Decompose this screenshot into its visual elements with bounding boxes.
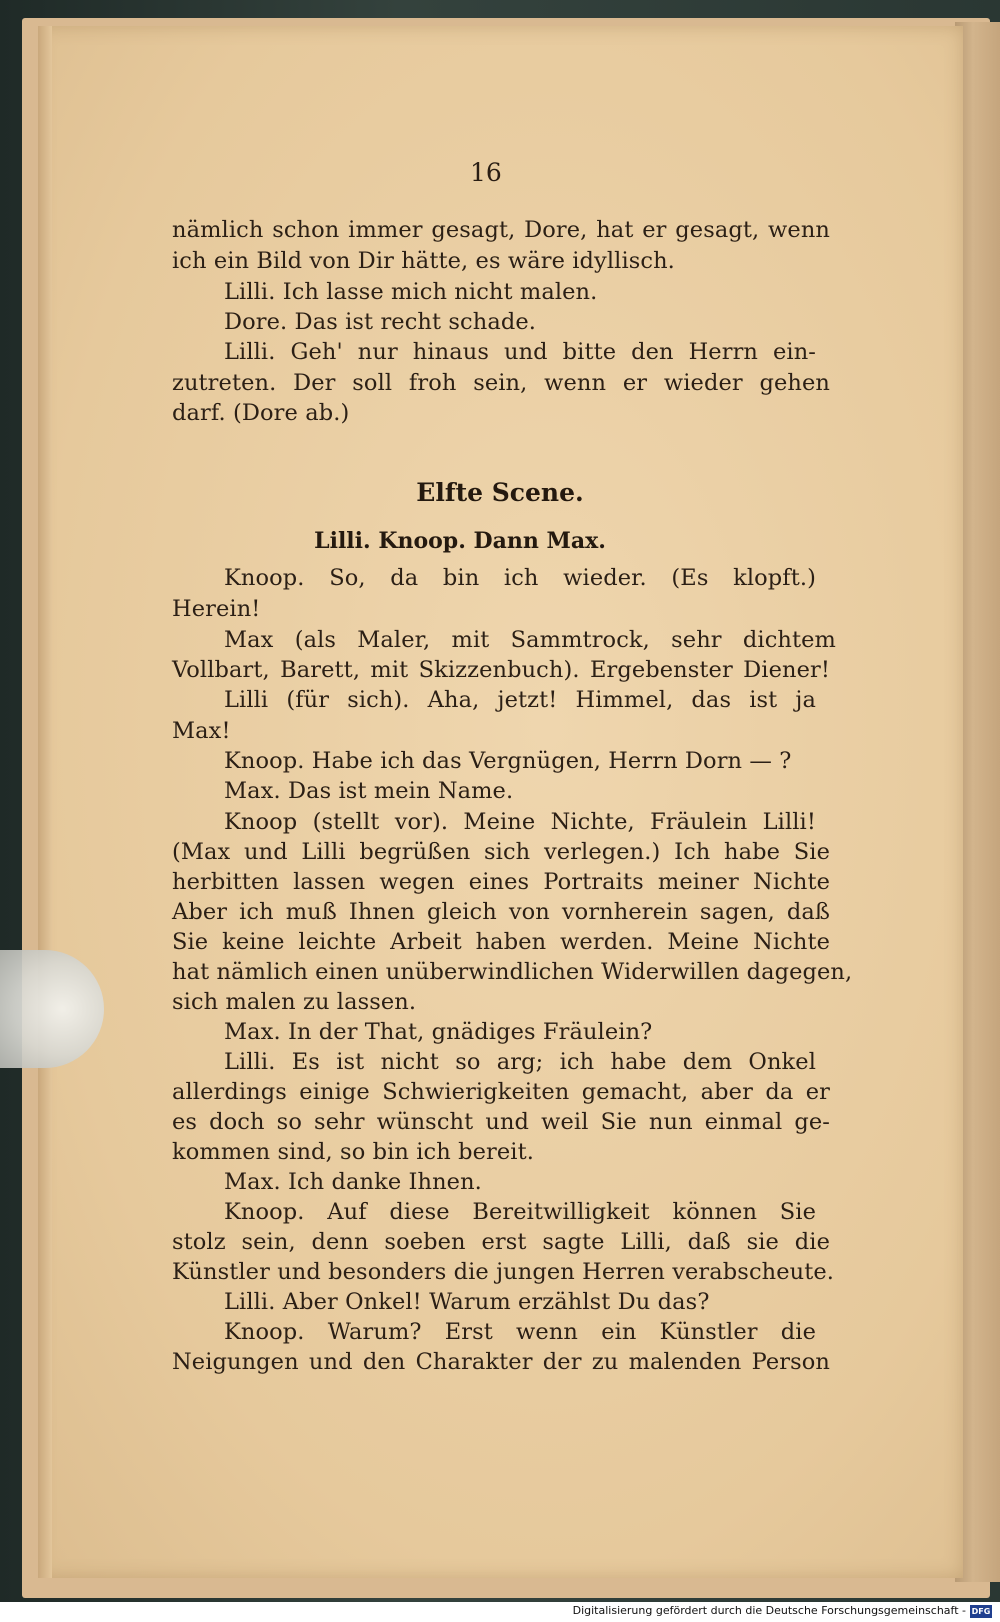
text-line: ich ein Bild von Dir hätte, es wäre idyllisch.	[172, 248, 675, 274]
text-line: Max. In der That, gnädiges Fräulein?	[224, 1019, 653, 1045]
text-line: Max!	[172, 718, 231, 744]
text-line: stolz sein, denn soeben erst sagte Lilli, daß sie die	[172, 1229, 830, 1255]
text-line: Knoop (stellt vor). Meine Nichte, Fräulein Lilli!	[224, 809, 816, 835]
scene-title: Elfte Scene.	[416, 478, 584, 507]
text-line: Lilli (für sich). Aha, jetzt! Himmel, das ist ja	[224, 687, 816, 713]
text-line: es doch so sehr wünscht und weil Sie nun einmal ge-	[172, 1109, 830, 1135]
text-line: Knoop. Habe ich das Vergnügen, Herrn Dorn — ?	[224, 748, 792, 774]
text-line: Sie keine leichte Arbeit haben werden. Meine Nichte	[172, 929, 830, 955]
text-line: darf. (Dore ab.)	[172, 400, 350, 426]
text-line: sich malen zu lassen.	[172, 989, 417, 1015]
text-line: Vollbart, Barett, mit Skizzenbuch). Ergebenster Diener!	[172, 657, 830, 683]
text-line: Künstler und besonders die jungen Herren verabscheute.	[172, 1259, 835, 1285]
page-gutter	[38, 26, 52, 1578]
text-line: hat nämlich einen unüberwindlichen Widerwillen dagegen,	[172, 959, 853, 985]
text-line: (Max und Lilli begrüßen sich verlegen.) Ich habe Sie	[172, 839, 830, 865]
scene-cast: Lilli. Knoop. Dann Max.	[314, 528, 606, 554]
text-line: Knoop. Warum? Erst wenn ein Künstler die	[224, 1319, 816, 1345]
text-line: zutreten. Der soll froh sein, wenn er wieder gehen	[172, 370, 830, 396]
text-line: Knoop. Auf diese Bereitwilligkeit können Sie	[224, 1199, 816, 1225]
text-line: Knoop. So, da bin ich wieder. (Es klopft.)	[224, 565, 816, 591]
text-line: Aber ich muß Ihnen gleich von vornherein sagen, daß	[172, 899, 830, 925]
text-line: kommen sind, so bin ich bereit.	[172, 1139, 534, 1165]
text-line: nämlich schon immer gesagt, Dore, hat er gesagt, wenn	[172, 217, 830, 243]
footer-credit: Digitalisierung gefördert durch die Deutsche Forschungsgemeinschaft -	[572, 1604, 966, 1617]
text-line: Herein!	[172, 596, 261, 622]
text-line: Lilli. Es ist nicht so arg; ich habe dem Onkel	[224, 1049, 816, 1075]
text-line: herbitten lassen wegen eines Portraits meiner Nichte	[172, 869, 830, 895]
footer-bar	[0, 1602, 1000, 1622]
text-line: Lilli. Geh' nur hinaus und bitte den Herrn ein-	[224, 339, 816, 365]
text-line: Dore. Das ist recht schade.	[224, 309, 537, 335]
text-line: Lilli. Ich lasse mich nicht malen.	[224, 279, 598, 305]
text-line: Lilli. Aber Onkel! Warum erzählst Du das?	[224, 1289, 710, 1315]
text-line: Max. Ich danke Ihnen.	[224, 1169, 482, 1195]
text-line: Neigungen und den Charakter der zu malenden Person	[172, 1349, 830, 1375]
page-number: 16	[470, 158, 502, 187]
text-line: Max (als Maler, mit Sammtrock, sehr dichtem	[224, 627, 836, 653]
dfg-logo: DFG	[971, 1607, 991, 1616]
text-line: Max. Das ist mein Name.	[224, 778, 514, 804]
text-line: allerdings einige Schwierigkeiten gemacht, aber da er	[172, 1079, 830, 1105]
